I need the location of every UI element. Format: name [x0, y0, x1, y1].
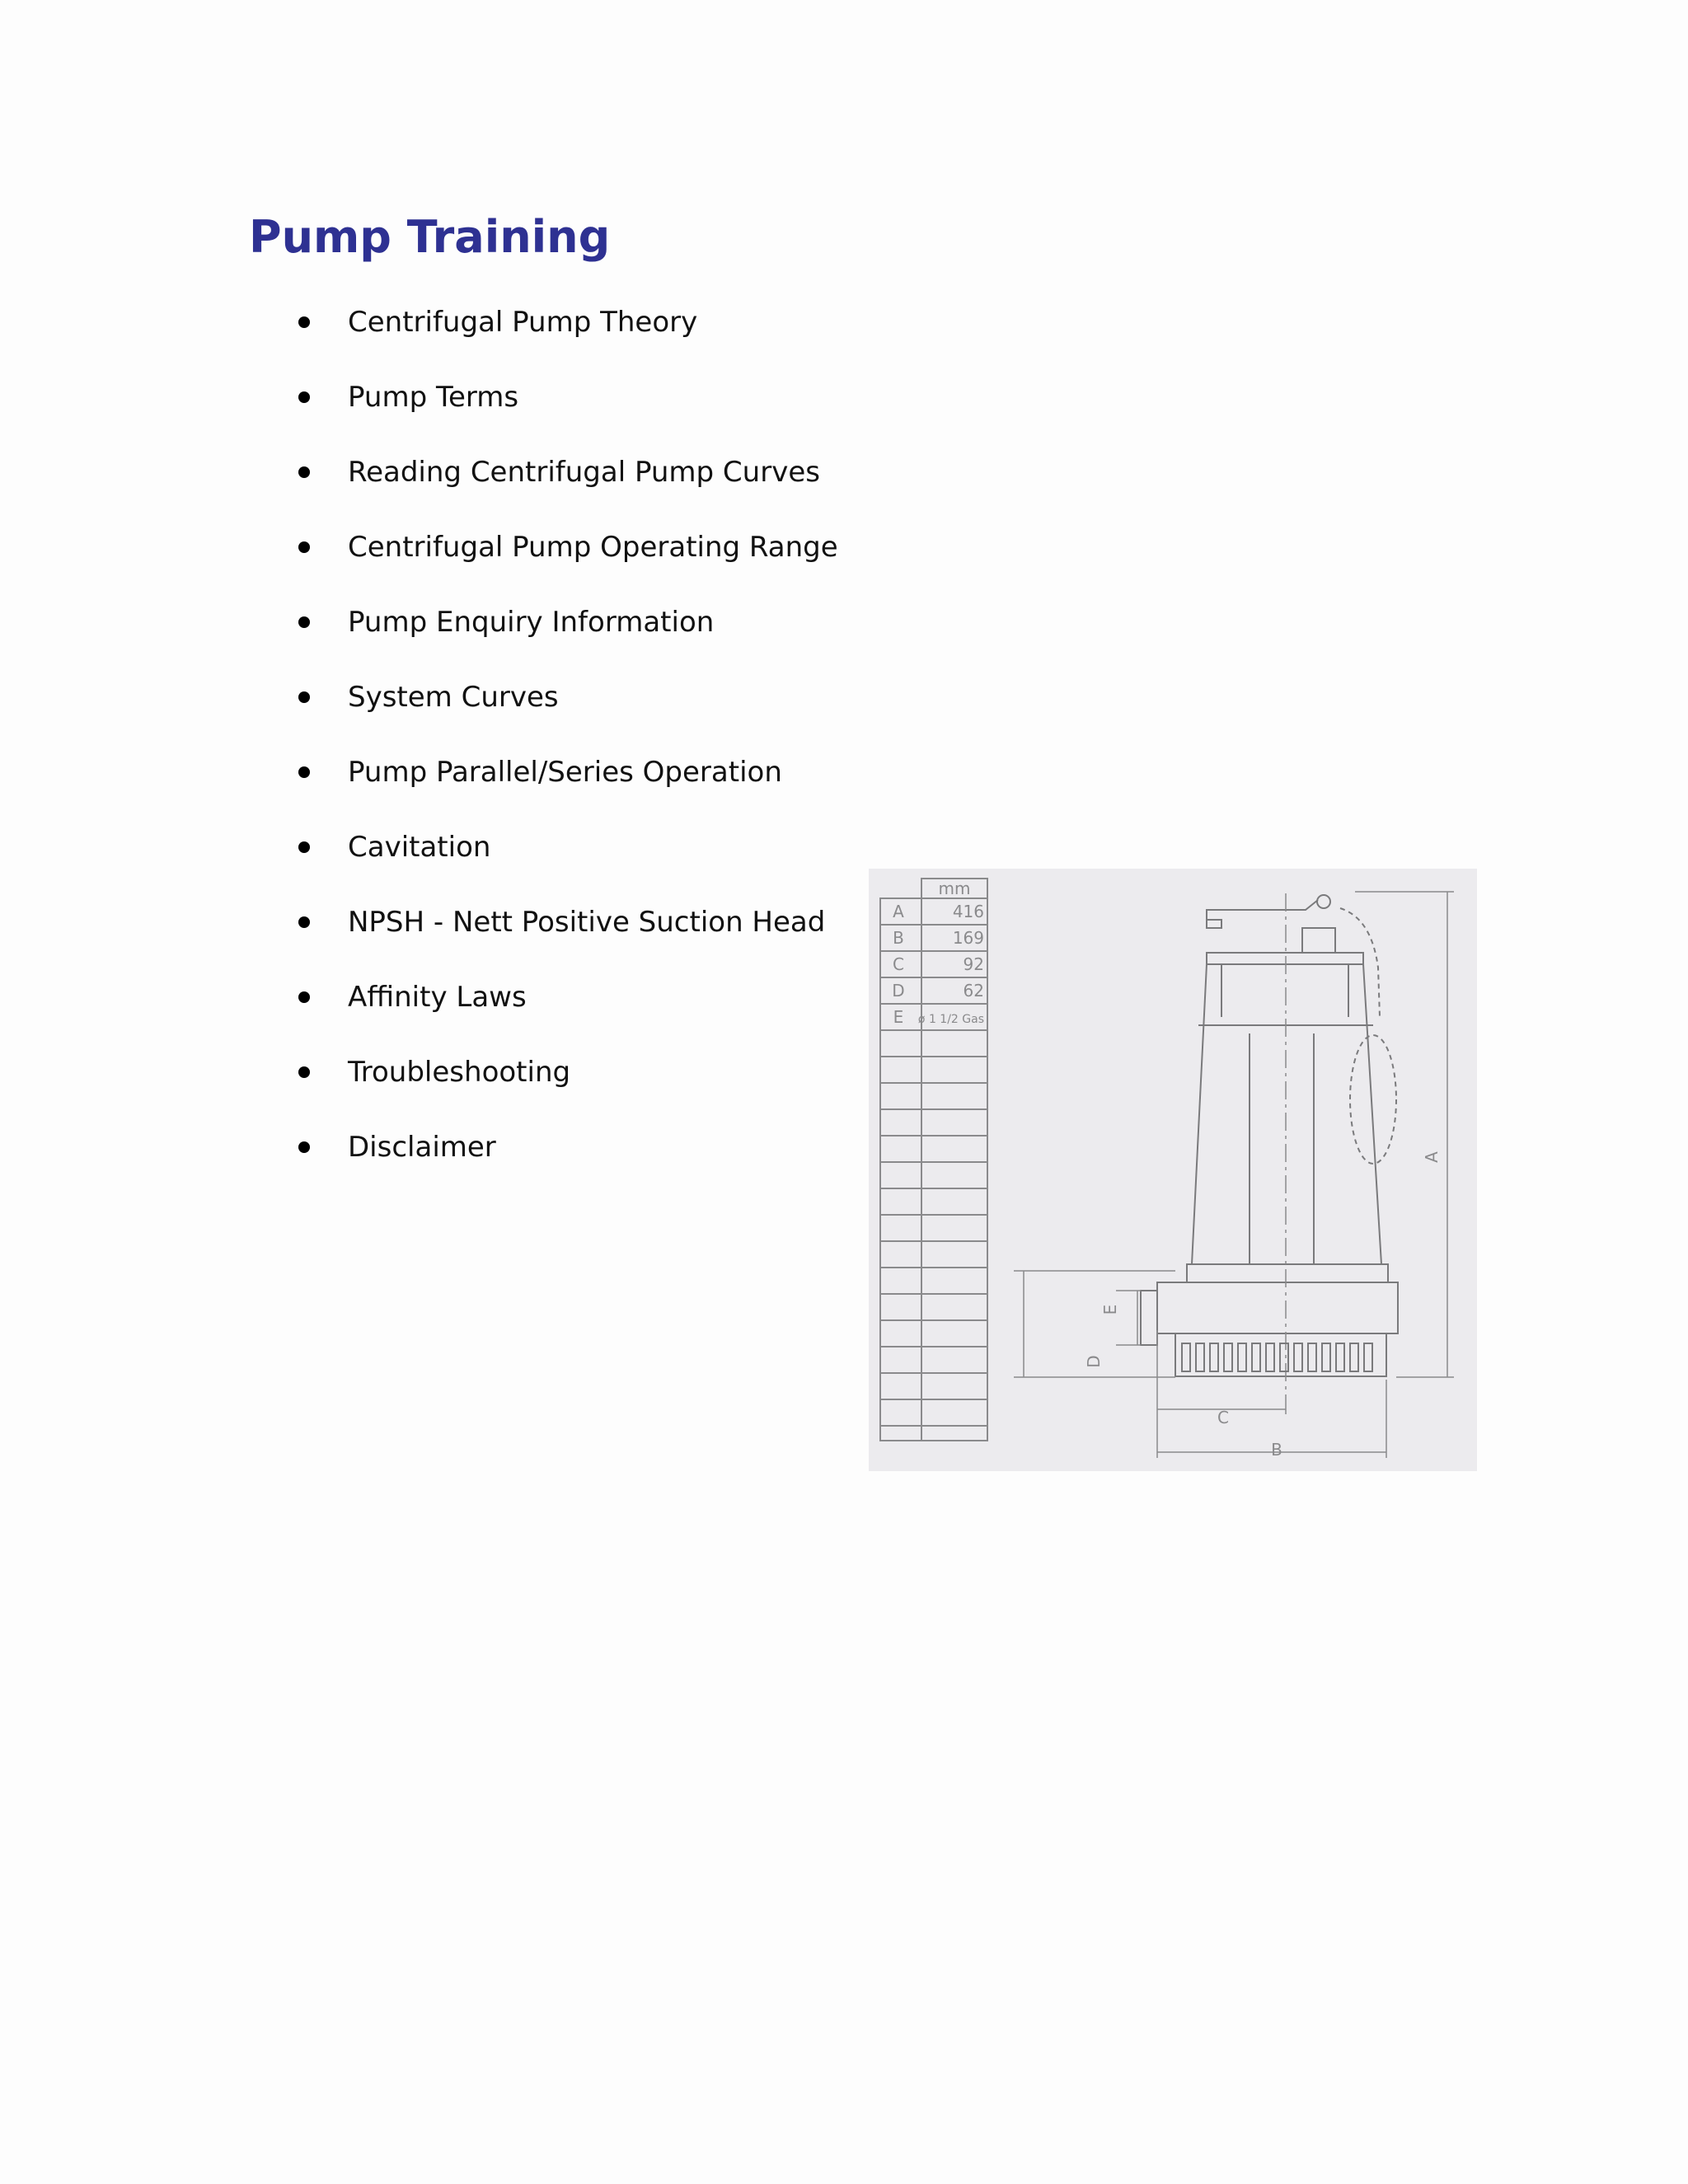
- strainer-slot: [1308, 1343, 1316, 1371]
- dimension-row-label: A: [893, 902, 904, 921]
- list-item-label: NPSH - Nett Positive Suction Head: [348, 906, 826, 939]
- dimension-row-label: C: [893, 954, 904, 974]
- bullet-icon: [298, 766, 310, 778]
- table-unit: mm: [938, 879, 971, 898]
- dimension-row-label: E: [893, 1007, 904, 1027]
- bullet-icon: [298, 916, 310, 928]
- bullet-icon: [298, 841, 310, 853]
- list-item-label: Cavitation: [348, 831, 491, 864]
- strainer-slot: [1224, 1343, 1232, 1371]
- strainer-slot: [1182, 1343, 1190, 1371]
- pump-outline: [1141, 895, 1398, 1376]
- dimension-lines: [1014, 892, 1454, 1458]
- bullet-icon: [298, 541, 310, 553]
- list-item-label: Centrifugal Pump Theory: [348, 306, 698, 339]
- list-item-label: Affinity Laws: [348, 981, 527, 1014]
- bullet-icon: [298, 1141, 310, 1153]
- dimension-row-value: ø 1 1/2 Gas: [917, 1013, 984, 1026]
- strainer-slot: [1350, 1343, 1358, 1371]
- dimension-label-e: E: [1100, 1304, 1120, 1315]
- strainer-slot: [1280, 1343, 1288, 1371]
- dimension-label-c: C: [1217, 1408, 1229, 1427]
- bullet-icon: [298, 991, 310, 1003]
- bullet-icon: [298, 691, 310, 703]
- list-item-label: Centrifugal Pump Operating Range: [348, 531, 838, 564]
- strainer-slot: [1364, 1343, 1372, 1371]
- dimension-label-d: D: [1084, 1355, 1104, 1368]
- list-item-label: Pump Enquiry Information: [348, 606, 715, 639]
- strainer-slot: [1252, 1343, 1260, 1371]
- dimension-label-b: B: [1271, 1440, 1282, 1460]
- page-title: Pump Training: [249, 211, 611, 263]
- dimension-row-label: B: [893, 928, 904, 948]
- strainer-slot: [1322, 1343, 1330, 1371]
- dimension-row-value: 62: [963, 981, 984, 1001]
- bullet-icon: [298, 466, 310, 478]
- dimension-row-value: 169: [952, 928, 984, 948]
- list-item-label: Disclaimer: [348, 1131, 496, 1164]
- strainer-slot: [1336, 1343, 1344, 1371]
- strainer-slot: [1210, 1343, 1218, 1371]
- list-item-label: Pump Parallel/Series Operation: [348, 756, 782, 789]
- strainer-slot: [1294, 1343, 1302, 1371]
- list-item-label: System Curves: [348, 681, 559, 714]
- bullet-icon: [298, 316, 310, 328]
- strainer-slot: [1266, 1343, 1274, 1371]
- list-item-label: Troubleshooting: [348, 1056, 571, 1089]
- bullet-icon: [298, 616, 310, 628]
- strainer-slot: [1196, 1343, 1204, 1371]
- dimension-row-value: 92: [963, 954, 984, 974]
- bullet-icon: [298, 391, 310, 403]
- pump-dimension-drawing: [869, 869, 1477, 1471]
- dimension-row-label: D: [892, 981, 905, 1001]
- dimension-row-value: 416: [952, 902, 984, 921]
- bullet-icon: [298, 1066, 310, 1078]
- dimension-label-a: A: [1422, 1151, 1442, 1163]
- list-item-label: Pump Terms: [348, 381, 519, 414]
- strainer-slot: [1238, 1343, 1246, 1371]
- list-item-label: Reading Centrifugal Pump Curves: [348, 456, 820, 489]
